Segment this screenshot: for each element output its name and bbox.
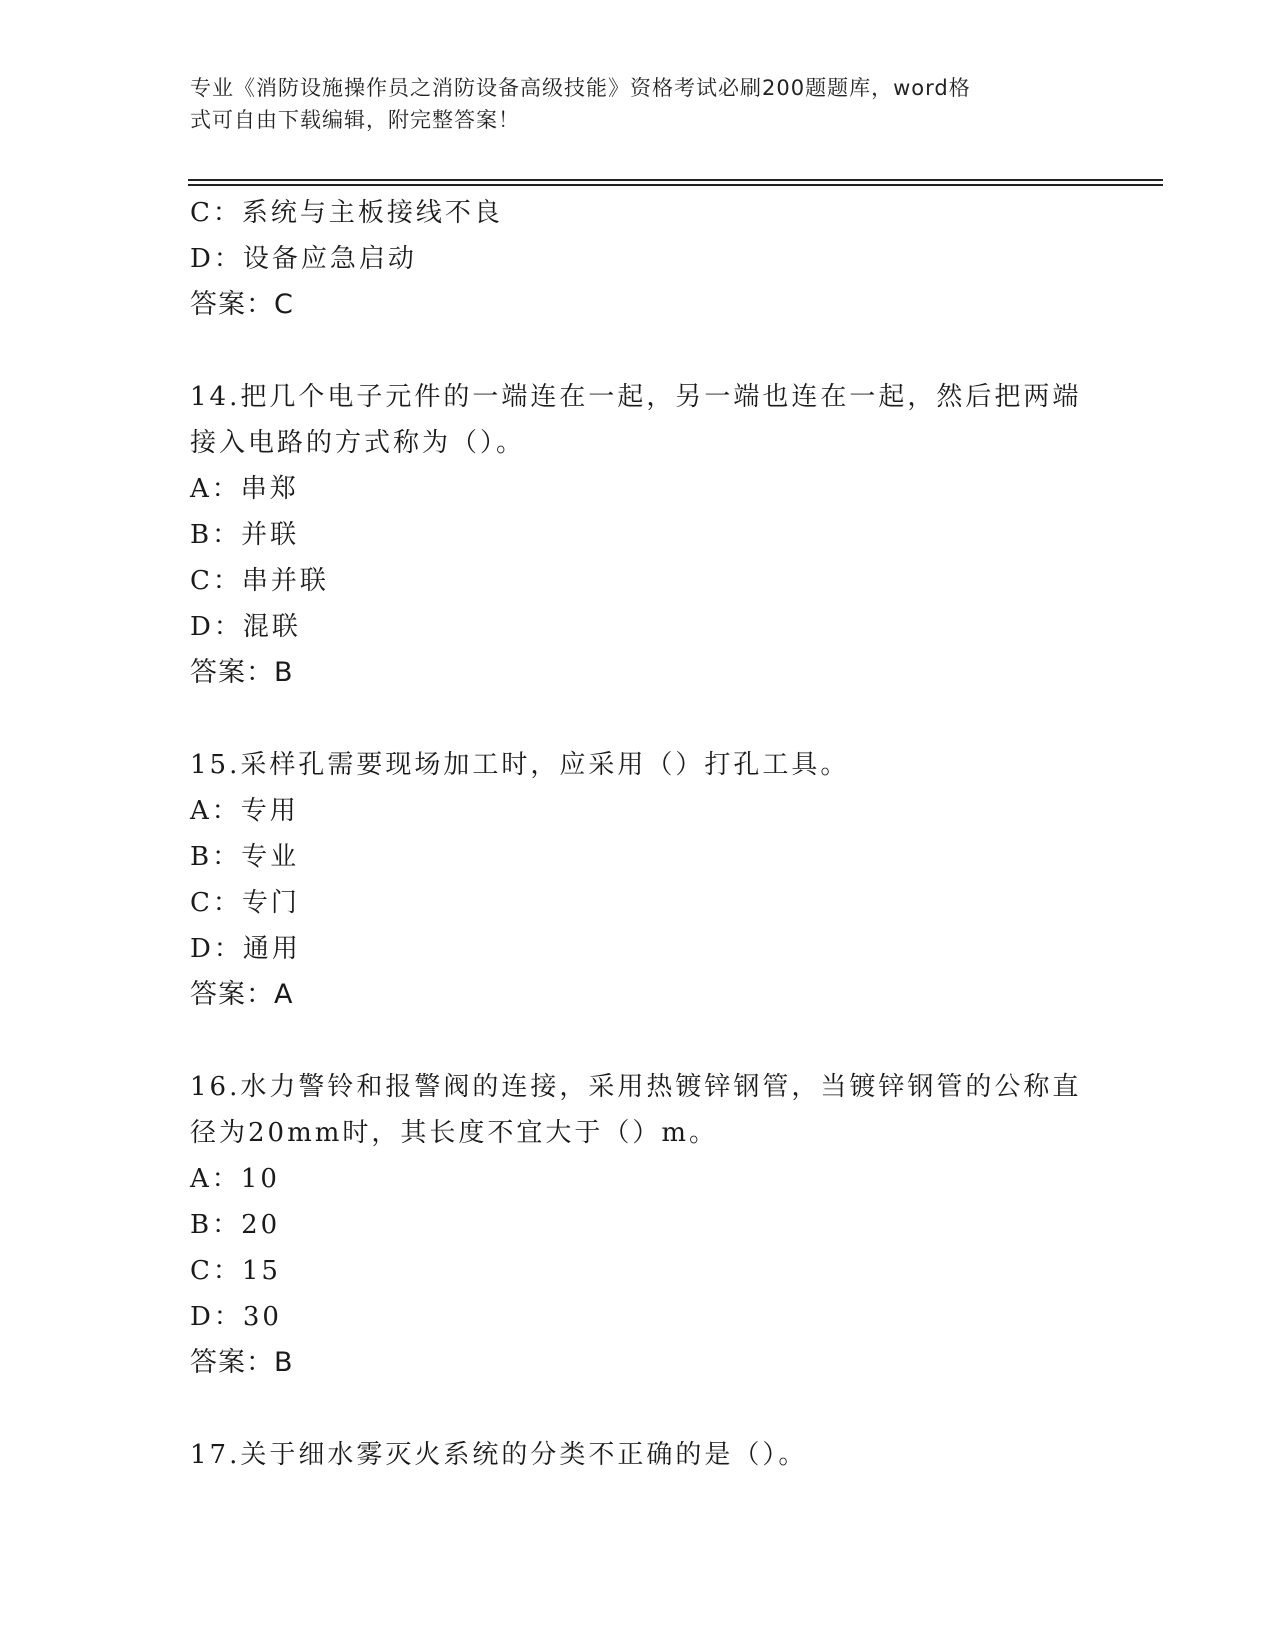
question-text-line: 径为20mm时，其长度不宜大于（）m。 [190, 1118, 719, 1148]
question-13-continuation [190, 190, 1090, 328]
option-b: B：并联 [190, 520, 300, 550]
question-14 [190, 374, 1090, 696]
spacer [190, 1386, 1090, 1432]
header-divider-bottom [188, 184, 1163, 186]
option-c: C：15 [190, 1256, 281, 1286]
option-d: D：混联 [190, 612, 301, 642]
option-b: B：20 [190, 1210, 281, 1240]
question-16 [190, 1064, 1090, 1386]
option-a: A：10 [190, 1164, 280, 1194]
header-divider-top [188, 179, 1163, 181]
answer-label: 答案：A [190, 979, 294, 1010]
header-line-2: 式可自由下载编辑，附完整答案！ [190, 108, 520, 132]
spacer [190, 696, 1090, 742]
option-c: C：系统与主板接线不良 [190, 198, 503, 228]
option-a: A：串郑 [190, 474, 299, 504]
answer-label: 答案：B [190, 1347, 294, 1378]
question-15 [190, 742, 1090, 1018]
document-header [190, 72, 1070, 136]
question-17 [190, 1432, 1090, 1478]
option-c: C：专门 [190, 888, 300, 918]
option-b: B：专业 [190, 842, 300, 872]
option-a: A：专用 [190, 796, 299, 826]
option-d: D：30 [190, 1302, 282, 1332]
spacer [190, 328, 1090, 374]
option-d: D：设备应急启动 [190, 244, 417, 274]
question-list [190, 190, 1090, 1478]
answer-label: 答案：C [190, 289, 294, 320]
question-text-line: 接入电路的方式称为（）。 [190, 428, 526, 458]
question-text-line: 14.把几个电子元件的一端连在一起，另一端也连在一起，然后把两端 [190, 382, 1082, 412]
question-text-line: 17.关于细水雾灭火系统的分类不正确的是（）。 [190, 1440, 808, 1470]
question-text-line: 16.水力警铃和报警阀的连接，采用热镀锌钢管，当镀锌钢管的公称直 [190, 1072, 1082, 1102]
question-text-line: 15.采样孔需要现场加工时，应采用（）打孔工具。 [190, 750, 850, 780]
header-line-1: 专业《消防设施操作员之消防设备高级技能》资格考试必刷200题题库，word格 [190, 76, 971, 100]
option-d: D：通用 [190, 934, 301, 964]
option-c: C：串并联 [190, 566, 329, 596]
answer-label: 答案：B [190, 657, 294, 688]
spacer [190, 1018, 1090, 1064]
